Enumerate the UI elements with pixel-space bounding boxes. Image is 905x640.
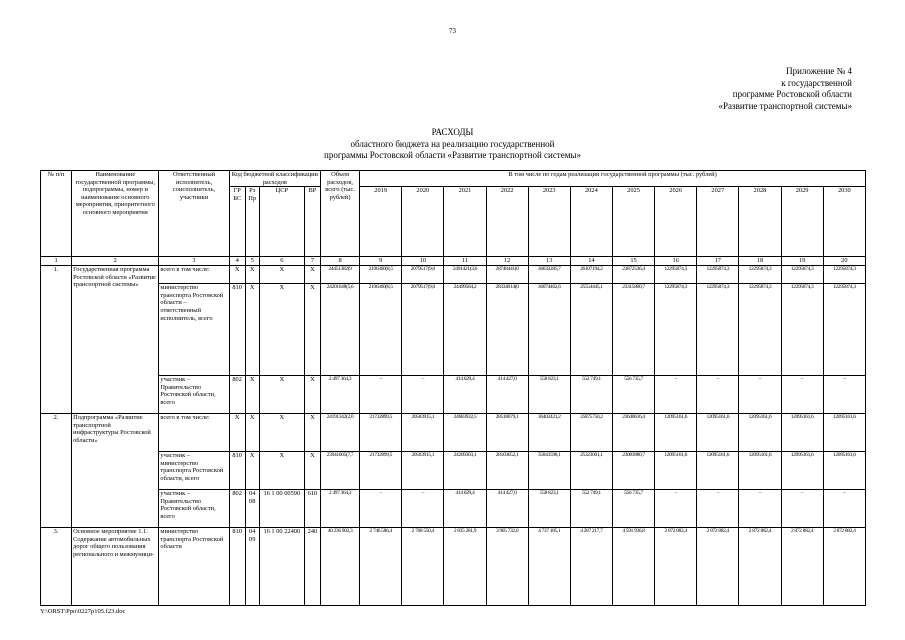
header-year: 2025 <box>612 187 654 257</box>
row-year-value: 36074462,6 <box>528 284 570 376</box>
row-executor: участник – Правительство Ростовской области, всего <box>159 376 229 414</box>
row-grbs: 802 <box>229 376 245 414</box>
row-year-value: 12295874,3 <box>739 284 781 376</box>
row-rzpr: X <box>245 266 259 284</box>
row-year-value: 2 872 882,4 <box>781 528 823 606</box>
row-name: Подпрограмма «Развитие транспортной инфраструктуры Ростовской области» <box>72 414 159 528</box>
header-budget-code: Код бюджетной классификации расходов <box>229 171 320 187</box>
row-year-value: 2 872 882,4 <box>823 528 865 606</box>
row-grbs: 810 <box>229 528 245 606</box>
row-year-value: 24499584,2 <box>444 284 486 376</box>
header-year: 2027 <box>697 187 739 257</box>
col-index: 9 <box>360 257 402 266</box>
header-year: 2024 <box>570 187 612 257</box>
header-rzpr: Рз Пр <box>245 187 259 257</box>
row-executor: участник – министерство транспорта Ростовской области, всего <box>159 452 229 490</box>
row-year-value: 12095161,6 <box>655 414 697 452</box>
row-year-value: 2 768 550,4 <box>402 528 444 606</box>
header-name: Наименование государственной программы, подпрограммы, номер и наименование основного мероприятия, приоритетного основного мероприятия <box>72 171 159 257</box>
row-csr: X <box>259 376 304 414</box>
row-vr: X <box>304 284 320 376</box>
row-year-value: 2 746 586,4 <box>360 528 402 606</box>
col-index: 1 <box>41 257 72 266</box>
row-csr: 16 1 00 22400 <box>259 528 304 606</box>
row-year-value: 12295874,3 <box>781 284 823 376</box>
col-index: 16 <box>655 257 697 266</box>
expenses-table <box>40 170 866 606</box>
row-year-value: 20583915,1 <box>402 414 444 452</box>
header-year: 2023 <box>528 187 570 257</box>
col-index: 19 <box>781 257 823 266</box>
row-year-value: 12295874,3 <box>655 284 697 376</box>
row-year-value: 12095161,6 <box>823 414 865 452</box>
header-year: 2030 <box>823 187 865 257</box>
row-year-value: 36633285,7 <box>528 266 570 284</box>
header-year: 2022 <box>486 187 528 257</box>
row-year-value: 2 835 281,9 <box>444 528 486 606</box>
row-csr: X <box>259 414 304 452</box>
row-year-value: 12295874,3 <box>655 266 697 284</box>
header-year: 2026 <box>655 187 697 257</box>
row-year-value: – <box>360 376 402 414</box>
col-index: 20 <box>823 257 865 266</box>
header-num: № п/п <box>41 171 72 257</box>
row-year-value: 25554445,1 <box>570 284 612 376</box>
col-index: 13 <box>528 257 570 266</box>
row-year-value: – <box>360 490 402 528</box>
row-year-value: 558 823,1 <box>528 490 570 528</box>
table-row <box>41 452 866 490</box>
row-year-value: 2196360(8,5 <box>360 266 402 284</box>
col-index: 11 <box>444 257 486 266</box>
row-year-value: 12295874,3 <box>697 266 739 284</box>
row-vr: X <box>304 266 320 284</box>
row-total: 24451382(9 <box>320 266 359 284</box>
appendix-line-1: Приложение № 4 <box>786 66 852 76</box>
row-year-value: 12095161,6 <box>823 452 865 490</box>
col-index: 14 <box>570 257 612 266</box>
row-year-value: 2491421(3,6 <box>444 266 486 284</box>
row-total: 24191342(2,0 <box>320 414 359 452</box>
row-grbs: X <box>229 414 245 452</box>
table-row <box>41 528 866 606</box>
row-vr: X <box>304 452 320 490</box>
row-executor: всего в том числе: <box>159 266 229 284</box>
row-total: 40 236 902,3 <box>320 528 359 606</box>
col-index: 18 <box>739 257 781 266</box>
col-index: 4 <box>229 257 245 266</box>
table-row <box>41 490 866 528</box>
row-year-value: 24269303,1 <box>444 452 486 490</box>
row-year-value: 23083880,7 <box>612 452 654 490</box>
header-csr: ЦСР <box>259 187 304 257</box>
row-year-value: 28518079,1 <box>486 414 528 452</box>
row-year-value: 12095161,6 <box>655 452 697 490</box>
col-index: 17 <box>697 257 739 266</box>
table-row <box>41 376 866 414</box>
row-year-value: 2 872 882,4 <box>697 528 739 606</box>
row-year-value: – <box>781 490 823 528</box>
row-csr: X <box>259 452 304 490</box>
row-csr: X <box>259 266 304 284</box>
row-year-value: 28334014(0 <box>486 284 528 376</box>
table-row <box>41 414 866 452</box>
header-year: 2019 <box>360 187 402 257</box>
row-vr: X <box>304 414 320 452</box>
row-year-value: 28748441(0 <box>486 266 528 284</box>
row-year-value: 36402421,2 <box>528 414 570 452</box>
header-years-group: В том числе по годам реализации государственной программы (тыс. рублей) <box>360 171 866 187</box>
header-year: 2021 <box>444 187 486 257</box>
col-index: 15 <box>612 257 654 266</box>
row-year-value: 12095161,6 <box>739 452 781 490</box>
row-total: 2 497 364,3 <box>320 376 359 414</box>
row-year-value: 20583915,1 <box>402 452 444 490</box>
row-grbs: X <box>229 266 245 284</box>
col-index: 6 <box>259 257 304 266</box>
row-year-value: 552 749,1 <box>570 376 612 414</box>
col-index: 7 <box>304 257 320 266</box>
row-year-value: 12095161,6 <box>697 452 739 490</box>
row-year-value: 4 287 217,7 <box>570 528 612 606</box>
row-year-value: 23872536,4 <box>612 266 654 284</box>
row-rzpr: X <box>245 414 259 452</box>
row-year-value: 414 629,4 <box>444 490 486 528</box>
row-total: 23941605(7,7 <box>320 452 359 490</box>
row-year-value: 21732899,5 <box>360 452 402 490</box>
header-total: Объем расходов, всего (тыс. рублей) <box>320 171 359 257</box>
row-year-value: – <box>739 490 781 528</box>
title-line-1: РАСХОДЫ <box>431 127 474 137</box>
header-year: 2028 <box>739 187 781 257</box>
row-year-value: 12095161,6 <box>739 414 781 452</box>
row-number: 1. <box>41 266 72 414</box>
row-year-value: – <box>739 376 781 414</box>
row-number: 2. <box>41 414 72 528</box>
row-year-value: 2 872 882,4 <box>739 528 781 606</box>
row-year-value: 25323001,1 <box>570 452 612 490</box>
row-year-value: 12095161,6 <box>697 414 739 452</box>
col-index: 10 <box>402 257 444 266</box>
row-vr: 610 <box>304 490 320 528</box>
row-name: Основное мероприятие 1.1. Содержание автомобильных дорог общего пользования регионального и межмуници- <box>72 528 159 606</box>
header-year: 2029 <box>781 187 823 257</box>
row-name: Государственная программа Ростовской области «Развитие транспортной системы» <box>72 266 159 414</box>
row-executor: министерство транспорта Ростовской области – ответственный исполнитель, всего <box>159 284 229 376</box>
row-year-value: 28103652,1 <box>486 452 528 490</box>
row-year-value: 556 735,7 <box>612 490 654 528</box>
title-line-3: программы Ростовской области «Развитие транспортной системы» <box>324 150 581 160</box>
row-year-value: 24683932,5 <box>444 414 486 452</box>
row-year-value: 12295874,3 <box>739 266 781 284</box>
row-year-value: – <box>823 376 865 414</box>
appendix-header <box>620 66 852 112</box>
row-grbs: 810 <box>229 284 245 376</box>
row-year-value: – <box>781 376 823 414</box>
row-year-value: 23640616,4 <box>612 414 654 452</box>
row-grbs: 802 <box>229 490 245 528</box>
row-year-value: 2079517(9,0 <box>402 266 444 284</box>
row-csr: 16 1 00 00590 <box>259 490 304 528</box>
header-vr: ВР <box>304 187 320 257</box>
row-year-value: – <box>697 490 739 528</box>
row-total: 24201648(5,6 <box>320 284 359 376</box>
row-year-value: 2079517(9,0 <box>402 284 444 376</box>
row-year-value: 552 749,1 <box>570 490 612 528</box>
row-number: 3. <box>41 528 72 606</box>
column-index-row <box>41 257 866 266</box>
row-grbs: 810 <box>229 452 245 490</box>
row-year-value: 12095161,6 <box>781 452 823 490</box>
col-index: 2 <box>72 257 159 266</box>
row-year-value: 12295874,3 <box>781 266 823 284</box>
row-executor: министерство транспорта Ростовской области <box>159 528 229 606</box>
row-year-value: 414 427,0 <box>486 376 528 414</box>
row-year-value: 21732899,5 <box>360 414 402 452</box>
col-index: 8 <box>320 257 359 266</box>
row-rzpr: X <box>245 376 259 414</box>
row-year-value: 556 735,7 <box>612 376 654 414</box>
document-title <box>0 127 905 162</box>
appendix-line-3: программе Ростовской области <box>732 89 852 99</box>
row-year-value: 12295874,3 <box>697 284 739 376</box>
row-rzpr: 04 08 <box>245 490 259 528</box>
row-executor: всего в том числе: <box>159 414 229 452</box>
table-row <box>41 284 866 376</box>
row-year-value: 414 427,0 <box>486 490 528 528</box>
row-vr: 240 <box>304 528 320 606</box>
row-year-value: – <box>697 376 739 414</box>
page-number: 73 <box>449 27 456 35</box>
appendix-line-2: к государственной <box>781 77 852 88</box>
row-rzpr: X <box>245 452 259 490</box>
col-index: 5 <box>245 257 259 266</box>
row-vr: X <box>304 376 320 414</box>
col-index: 12 <box>486 257 528 266</box>
row-year-value: 414 629,4 <box>444 376 486 414</box>
row-rzpr: X <box>245 284 259 376</box>
row-year-value: 3 905 732,0 <box>486 528 528 606</box>
row-year-value: – <box>402 376 444 414</box>
table-body <box>41 266 866 606</box>
row-year-value: 4 591 936,8 <box>612 528 654 606</box>
header-year: 2020 <box>402 187 444 257</box>
header-executor: Ответственный исполнитель, соисполнитель, участники <box>159 171 229 257</box>
row-year-value: 2196360(8,5 <box>360 284 402 376</box>
col-index: 3 <box>159 257 229 266</box>
appendix-line-4: «Развитие транспортной системы» <box>718 100 852 111</box>
row-year-value: 26107194,2 <box>570 266 612 284</box>
row-year-value: 35843598,1 <box>528 452 570 490</box>
header-grbs: ГР БС <box>229 187 245 257</box>
footer-file-path: Y:\ORST\Ppo\0227p105.f23.doc <box>40 608 126 615</box>
row-year-value: 558 823,1 <box>528 376 570 414</box>
title-line-2: областного бюджета на реализацию государственной <box>350 138 555 149</box>
row-year-value: – <box>402 490 444 528</box>
row-executor: участник – Правительство Ростовской области, всего <box>159 490 229 528</box>
row-year-value: – <box>655 376 697 414</box>
row-year-value: 2 872 882,4 <box>655 528 697 606</box>
row-year-value: – <box>823 490 865 528</box>
row-year-value: 25875750,2 <box>570 414 612 452</box>
row-csr: X <box>259 284 304 376</box>
row-year-value: 4 737 185,1 <box>528 528 570 606</box>
row-rzpr: 04 09 <box>245 528 259 606</box>
row-year-value: 23315800,7 <box>612 284 654 376</box>
row-year-value: 12095161,6 <box>781 414 823 452</box>
table-row <box>41 266 866 284</box>
row-year-value: 12295874,3 <box>823 284 865 376</box>
row-year-value: – <box>655 490 697 528</box>
row-year-value: 12295874,3 <box>823 266 865 284</box>
row-total: 2 497 364,3 <box>320 490 359 528</box>
